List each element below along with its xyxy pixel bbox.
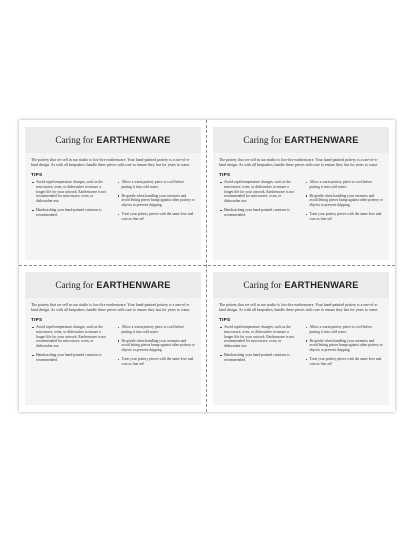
tips-left-list [219,180,298,226]
tips-heading: TIPS [31,317,43,322]
card-title: Caring for EARTHENWARE [25,127,201,153]
card-title: Caring for EARTHENWARE [213,272,389,298]
tip-item: Treat your pottery pieces with the same love and care as fine art! [121,211,194,221]
tip-item: Treat your pottery pieces with the same love and care as fine art! [121,356,194,366]
tip-item: Treat your pottery pieces with the same love and care as fine art! [309,356,382,366]
card-intro: The pottery that we sell in our studio is low-fire earthenware. Your hand-painted pottery is a one-of-a-kind design. As with all keepsakes, handle these pieces with care to ensure they last for years to come. [31,303,191,312]
tips-right-list [117,325,196,371]
tip-item: Be gentle when handling your ceramics and avoid letting pieces bump against other pottery or objects to prevent chipping. [309,338,383,353]
tips-right-list [305,325,384,371]
tip-item: Be gentle when handling your ceramics and avoid letting pieces bump against other pottery or objects to prevent chipping. [121,338,195,353]
horizontal-cut-line [19,265,395,266]
tip-item: Avoid rapid temperature changes, such as the microwave, oven, or dishwasher to ensure a longer life for your artwork. Earthenware is not recommended for microwave, oven, or dishwasher use. [36,325,110,349]
tips-left-list [31,325,110,371]
tips-left-list [31,180,110,226]
tip-item: Be gentle when handling your ceramics and avoid letting pieces bump against other pottery or objects to prevent chipping. [309,193,383,208]
tip-item: Allow a warm pottery piece to cool before putting it into cold water. [310,325,384,335]
card-title: Caring for EARTHENWARE [25,272,201,298]
tip-item: Allow a warm pottery piece to cool before putting it into cold water. [122,325,196,335]
tip-item: Handwashing your hand-painted creations is recommended. [224,208,298,218]
tips-heading: TIPS [219,317,231,322]
card-intro: The pottery that we sell in our studio is low-fire earthenware. Your hand-painted pottery is a one-of-a-kind design. As with all keepsakes, handle these pieces with care to ensure they last for years to come. [219,158,379,167]
card-title: Caring for EARTHENWARE [213,127,389,153]
card-intro: The pottery that we sell in our studio is low-fire earthenware. Your hand-painted pottery is a one-of-a-kind design. As with all keepsakes, handle these pieces with care to ensure they last for years to come. [31,158,191,167]
care-card [25,272,201,405]
vertical-cut-line [206,120,207,412]
tip-item: Allow a warm pottery piece to cool before putting it into cold water. [310,180,384,190]
tip-item: Be gentle when handling your ceramics and avoid letting pieces bump against other pottery or objects to prevent chipping. [121,193,195,208]
tips-right-list [117,180,196,226]
tip-item: Allow a warm pottery piece to cool before putting it into cold water. [122,180,196,190]
tips-right-list [305,180,384,226]
tip-item: Handwashing your hand-painted creations is recommended. [36,353,110,363]
care-card [25,127,201,260]
print-sheet [19,120,395,412]
tip-item: Avoid rapid temperature changes, such as the microwave, oven, or dishwasher to ensure a longer life for your artwork. Earthenware is not recommended for microwave, oven, or dishwasher use. [224,325,298,349]
tip-item: Avoid rapid temperature changes, such as the microwave, oven, or dishwasher to ensure a longer life for your artwork. Earthenware is not recommended for microwave, oven, or dishwasher use. [224,180,298,204]
card-intro: The pottery that we sell in our studio is low-fire earthenware. Your hand-painted pottery is a one-of-a-kind design. As with all keepsakes, handle these pieces with care to ensure they last for years to come. [219,303,379,312]
tips-heading: TIPS [219,172,231,177]
tip-item: Handwashing your hand-painted creations is recommended. [36,208,110,218]
tip-item: Avoid rapid temperature changes, such as the microwave, oven, or dishwasher to ensure a longer life for your artwork. Earthenware is not recommended for microwave, oven, or dishwasher use. [36,180,110,204]
tip-item: Handwashing your hand-painted creations is recommended. [224,353,298,363]
tips-left-list [219,325,298,371]
care-card [213,272,389,405]
tip-item: Treat your pottery pieces with the same love and care as fine art! [309,211,382,221]
tips-heading: TIPS [31,172,43,177]
care-card [213,127,389,260]
